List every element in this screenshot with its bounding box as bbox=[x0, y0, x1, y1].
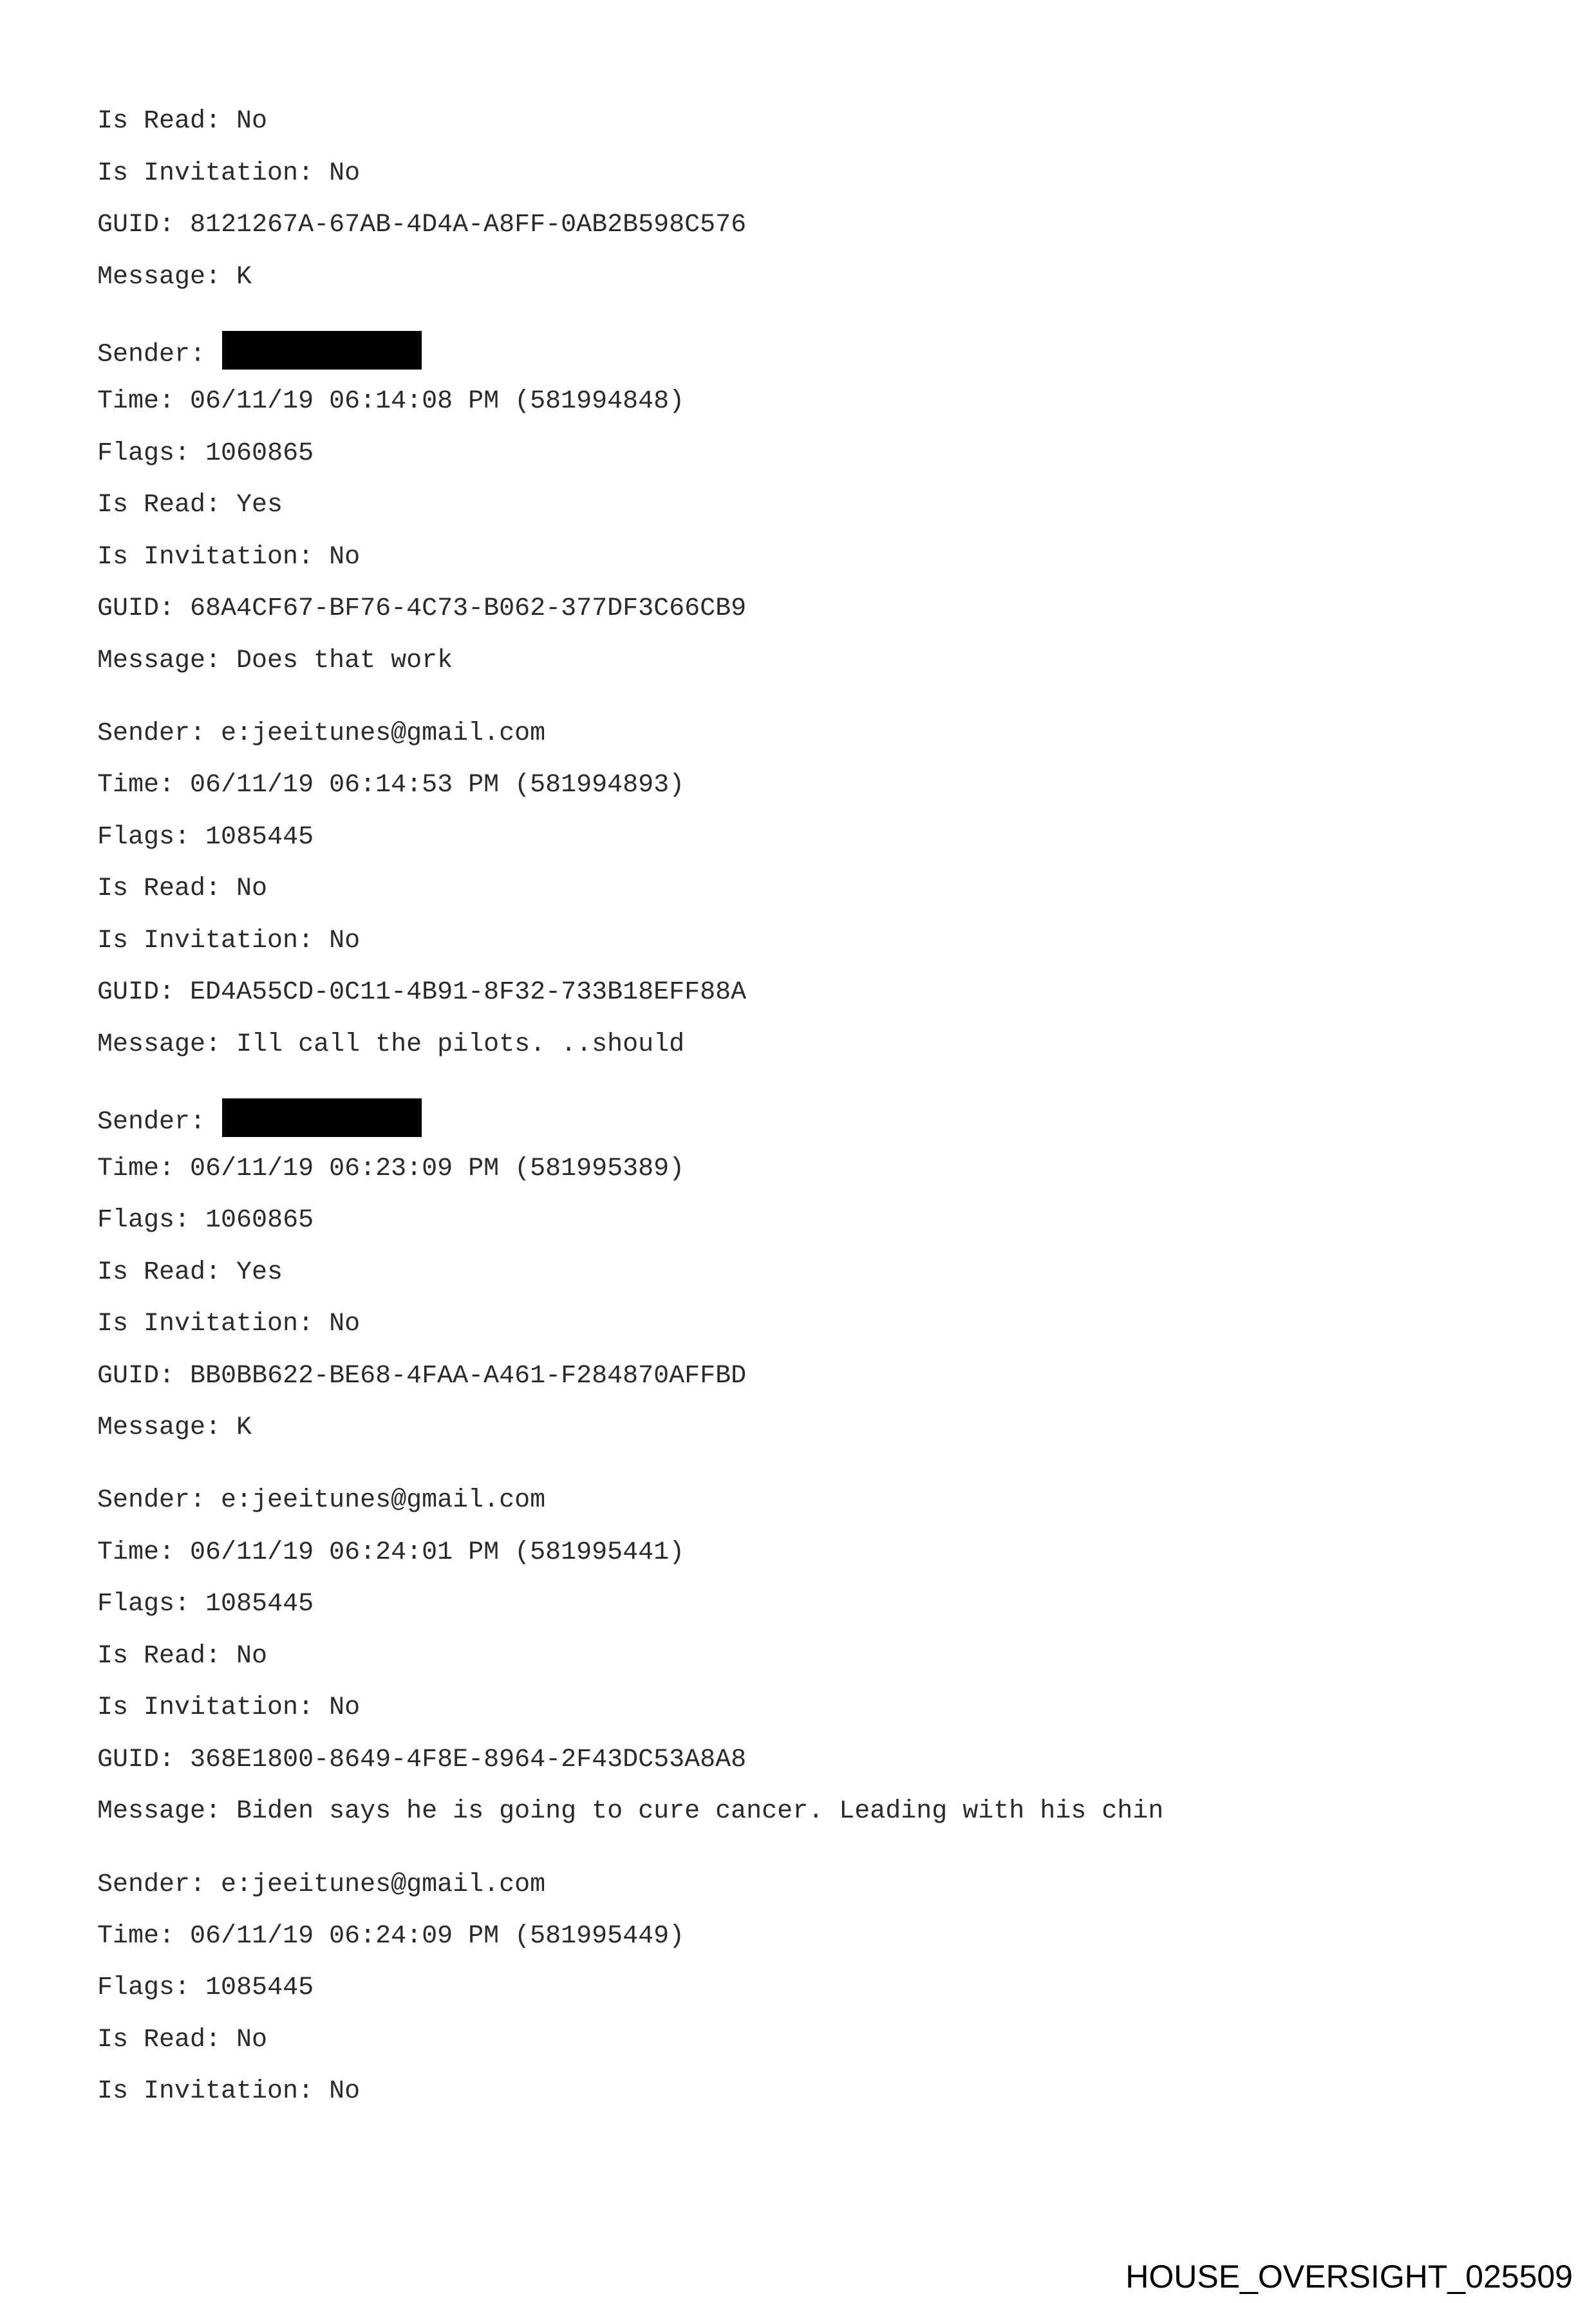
log-line-is-invitation bbox=[97, 158, 360, 189]
field-value: 06/11/19 06:24:09 PM (581995449) bbox=[190, 1922, 685, 1951]
field-label: Message: bbox=[97, 1030, 221, 1059]
field-value: e:jeeitunes@gmail.com bbox=[221, 1870, 546, 1899]
field-value: ED4A55CD-0C11-4B91-8F32-733B18EFF88A bbox=[190, 978, 747, 1007]
field-label: Sender: bbox=[97, 1486, 206, 1515]
field-label: Flags: bbox=[97, 439, 191, 468]
field-label: Flags: bbox=[97, 823, 191, 852]
log-line-guid bbox=[97, 977, 746, 1008]
field-label: Is Invitation: bbox=[97, 2077, 314, 2106]
log-line-sender bbox=[97, 1870, 545, 1901]
log-line-is-invitation bbox=[97, 542, 360, 573]
log-line-sender bbox=[97, 1102, 422, 1141]
field-value: 68A4CF67-BF76-4C73-B062-377DF3C66CB9 bbox=[190, 594, 747, 623]
field-value: 1085445 bbox=[205, 1973, 314, 2002]
field-value: No bbox=[236, 1642, 268, 1671]
field-label: Message: bbox=[97, 1413, 221, 1442]
log-line-guid bbox=[97, 1361, 746, 1392]
field-label: Sender: bbox=[97, 1870, 206, 1899]
field-value: K bbox=[236, 263, 252, 292]
field-label: GUID: bbox=[97, 1362, 175, 1391]
log-line-is-read bbox=[97, 1641, 267, 1672]
field-value: K bbox=[236, 1413, 252, 1442]
field-label: Time: bbox=[97, 771, 175, 800]
field-value: 1085445 bbox=[205, 1590, 314, 1619]
field-label: Is Read: bbox=[97, 491, 221, 520]
log-line-guid bbox=[97, 210, 746, 241]
log-line-message bbox=[97, 1029, 684, 1060]
field-value: Biden says he is going to cure cancer. Leading with his chin bbox=[236, 1797, 1164, 1826]
field-label: Is Invitation: bbox=[97, 1310, 314, 1339]
field-value: 06/11/19 06:24:01 PM (581995441) bbox=[190, 1538, 685, 1567]
field-value: No bbox=[236, 874, 268, 903]
log-line-is-read bbox=[97, 874, 267, 905]
field-label: Message: bbox=[97, 263, 221, 292]
log-line-time bbox=[97, 1537, 684, 1568]
field-label: Flags: bbox=[97, 1206, 191, 1235]
field-value: e:jeeitunes@gmail.com bbox=[221, 719, 546, 748]
field-label: Is Read: bbox=[97, 107, 221, 136]
field-label: Is Invitation: bbox=[97, 543, 314, 572]
log-line-time bbox=[97, 1154, 684, 1185]
field-value: Yes bbox=[236, 1258, 283, 1287]
field-value: No bbox=[329, 926, 361, 955]
field-label: Sender: bbox=[97, 1107, 206, 1137]
field-label: Message: bbox=[97, 646, 221, 675]
field-value: No bbox=[329, 159, 361, 188]
field-label: Message: bbox=[97, 1797, 221, 1826]
field-value: 1060865 bbox=[205, 439, 314, 468]
log-line-is-invitation bbox=[97, 1693, 360, 1724]
field-label: Is Read: bbox=[97, 2026, 221, 2054]
redaction-box bbox=[222, 331, 422, 370]
field-label: Is Invitation: bbox=[97, 926, 314, 955]
field-label: Flags: bbox=[97, 1590, 191, 1619]
field-value: Ill call the pilots. ..should bbox=[236, 1030, 685, 1059]
log-line-flags bbox=[97, 1973, 314, 2004]
log-line-guid bbox=[97, 594, 746, 625]
field-label: Is Invitation: bbox=[97, 1693, 314, 1722]
field-value: 06/11/19 06:23:09 PM (581995389) bbox=[190, 1154, 685, 1183]
log-line-is-invitation bbox=[97, 1309, 360, 1340]
field-label: Time: bbox=[97, 1154, 175, 1183]
log-line-flags bbox=[97, 822, 314, 853]
log-line-message bbox=[97, 1796, 1163, 1827]
field-label: Flags: bbox=[97, 1973, 191, 2002]
field-value: 1060865 bbox=[205, 1206, 314, 1235]
field-value: No bbox=[329, 543, 361, 572]
field-label: GUID: bbox=[97, 594, 175, 623]
log-line-guid bbox=[97, 1745, 746, 1776]
log-line-message bbox=[97, 1413, 252, 1443]
field-label: Is Read: bbox=[97, 1642, 221, 1671]
field-label: Is Read: bbox=[97, 874, 221, 903]
log-line-time bbox=[97, 386, 684, 417]
field-label: Time: bbox=[97, 387, 175, 416]
field-label: Sender: bbox=[97, 719, 206, 748]
log-line-time bbox=[97, 1921, 684, 1952]
log-line-message bbox=[97, 646, 453, 677]
field-label: GUID: bbox=[97, 1745, 175, 1774]
field-label: Time: bbox=[97, 1922, 175, 1951]
field-label: Sender: bbox=[97, 340, 206, 370]
log-line-is-invitation bbox=[97, 2076, 360, 2107]
log-line-message bbox=[97, 262, 252, 293]
log-line-flags bbox=[97, 1205, 314, 1236]
field-value: 06/11/19 06:14:08 PM (581994848) bbox=[190, 387, 685, 416]
field-label: Is Invitation: bbox=[97, 159, 314, 188]
log-line-flags bbox=[97, 438, 314, 469]
field-value: No bbox=[329, 2077, 361, 2106]
log-line-sender bbox=[97, 1485, 545, 1516]
field-value: 8121267A-67AB-4D4A-A8FF-0AB2B598C576 bbox=[190, 211, 747, 240]
log-line-sender bbox=[97, 335, 422, 373]
log-line-is-invitation bbox=[97, 926, 360, 957]
log-line-is-read bbox=[97, 2025, 267, 2056]
field-value: No bbox=[236, 107, 268, 136]
field-value: Yes bbox=[236, 491, 283, 520]
field-value: 06/11/19 06:14:53 PM (581994893) bbox=[190, 771, 685, 800]
field-label: Time: bbox=[97, 1538, 175, 1567]
field-value: e:jeeitunes@gmail.com bbox=[221, 1486, 546, 1515]
field-value: 1085445 bbox=[205, 823, 314, 852]
field-label: Is Read: bbox=[97, 1258, 221, 1287]
log-line-time bbox=[97, 770, 684, 801]
log-line-is-read bbox=[97, 106, 267, 137]
log-line-is-read bbox=[97, 1257, 283, 1288]
field-value: BB0BB622-BE68-4FAA-A461-F284870AFFBD bbox=[190, 1362, 747, 1391]
field-value: No bbox=[236, 2026, 268, 2054]
log-line-flags bbox=[97, 1589, 314, 1620]
field-value: Does that work bbox=[236, 646, 453, 675]
log-line-sender bbox=[97, 719, 545, 749]
field-label: GUID: bbox=[97, 211, 175, 240]
field-value: No bbox=[329, 1310, 361, 1339]
field-value: 368E1800-8649-4F8E-8964-2F43DC53A8A8 bbox=[190, 1745, 747, 1774]
field-label: GUID: bbox=[97, 978, 175, 1007]
redaction-box bbox=[222, 1098, 422, 1137]
log-line-is-read bbox=[97, 490, 283, 521]
bates-number: HOUSE_OVERSIGHT_025509 bbox=[1125, 2259, 1573, 2295]
field-value: No bbox=[329, 1693, 361, 1722]
